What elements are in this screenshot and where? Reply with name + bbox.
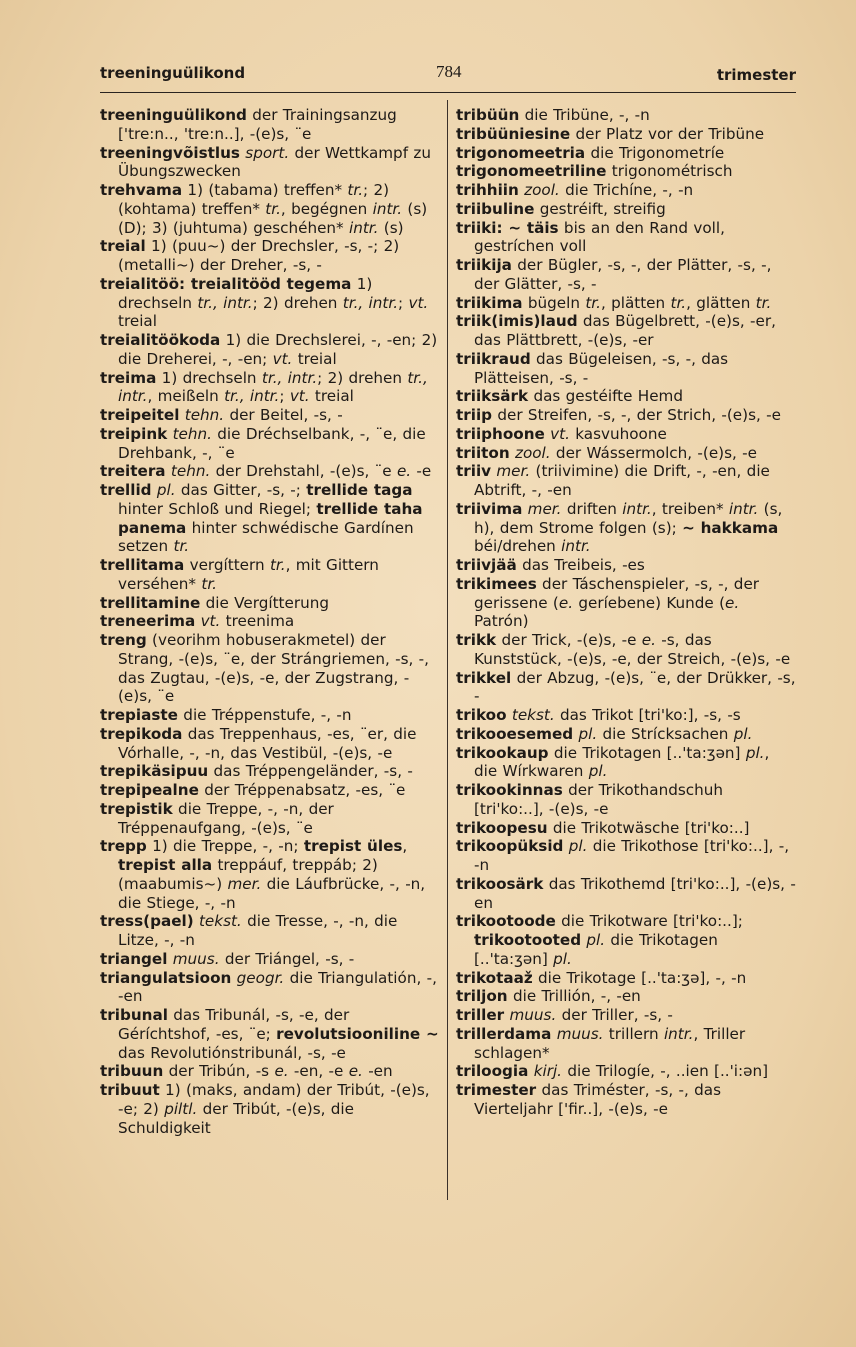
dictionary-entry [456,781,796,819]
headword: tribuut [100,1081,160,1099]
label-abbrev: intr. [622,499,652,518]
dictionary-entry [100,631,440,706]
entry-text: der Triller, -s, - [556,1006,673,1024]
entry-text: das Revolutiónstribunál, -s, -e [118,1043,346,1062]
label-abbrev: tr. [265,199,281,218]
entry-text: der Tribút, -(e)s, die Schuldigkeit [118,1099,354,1137]
label-abbrev: tr. [269,556,286,574]
label-abbrev: tr., intr. [261,368,318,387]
label-abbrev: intr. [561,537,591,556]
dictionary-entry [100,725,440,763]
entry-text: Patrón) [474,612,529,631]
headword: trikooesemed [456,724,574,743]
label-abbrev: tehn. [184,406,225,424]
entry-text: der Wettkampf zu Übungszwecken [118,143,431,181]
entry-text: (triivimine) die Drift, -, -en, die Abtrift, -, -en [474,462,770,499]
headword: trikimees [456,574,537,593]
entry-text: die Trichíne, -, -n [559,181,694,199]
entry-text: der Táschenspieler, -s, -, der gerissene ( [474,574,760,612]
entry-text: der Trikothandschuh [tri'ko:..], -(e)s, -e [474,781,723,818]
dictionary-entry [100,425,440,463]
label-abbrev: intr. [728,499,759,518]
headword: triiphoone [456,424,545,443]
label-abbrev: vt. [200,612,221,631]
dictionary-entry [456,875,796,913]
entry-text: die Láufbrücke, -, -n, die Stiege, -, -n [118,874,426,912]
headword: treipink [100,424,168,443]
headword: trikotaaž [456,968,533,987]
dictionary-entry [456,669,796,707]
entry-text: das Tribunál, -s, -e, der Géríchtshof, -es, ¨e; [118,1006,350,1043]
entry-text: die Trikotagen [..'ta:ʒən] [548,743,746,762]
entry-text: kasvuhoone [569,424,667,443]
dictionary-entry [100,612,440,631]
headword: treima [100,368,157,387]
label-abbrev: e. [274,1062,289,1081]
headword: treipeitel [100,406,180,424]
label-abbrev: muus. [556,1024,604,1043]
dictionary-entry [456,425,796,444]
dictionary-entry [456,181,796,200]
headword: trellide taga [306,481,413,499]
headword: trepipealne [100,781,199,799]
dictionary-entry [456,744,796,782]
dictionary-entry [456,125,796,144]
entry-text: 1) drechseln [118,274,373,312]
label-abbrev: muus. [509,1006,557,1024]
label-abbrev: pl. [156,481,176,499]
dictionary-entry [456,631,796,669]
headword: trillerdama [456,1024,552,1043]
label-abbrev: mer. [496,462,531,481]
dictionary-entry [100,406,440,425]
dictionary-entry [456,312,796,350]
entry-text: ; 2) drehen [317,368,408,387]
label-abbrev: pl. [733,724,753,743]
headword: triikima [456,293,523,312]
entry-text: 1) (maks, andam) der Tribút, -(e)s, -e; 2) [118,1081,430,1118]
dictionary-entry [456,219,796,257]
entry-text: die Trikothose [tri'ko:..], -, -n [474,837,790,874]
headword: triiv [456,462,492,481]
label-abbrev: tr. [347,181,364,199]
entry-text: der Trainingsanzug ['tre:n.., 'tre:n..], -(e)s, ¨e [118,106,397,143]
entry-text: die Tresse, -, -n, die Litze, -, -n [118,912,398,949]
dictionary-entry [456,144,796,163]
entry-text: das Triméster, -s, -, das Vierteljahr ['fir..], -(e)s, -e [474,1081,722,1118]
label-abbrev: kirj. [533,1062,562,1081]
headword: trikoo [456,706,507,724]
entry-text: geríebene) Kunde ( [573,593,726,612]
dictionary-entry [100,762,440,781]
dictionary-entry [456,725,796,744]
dictionary-entry [456,1025,796,1063]
dictionary-entry [100,556,440,594]
dictionary-entry [100,481,440,556]
entry-text: treial [118,312,157,331]
headword: tribuun [100,1062,164,1081]
headword: trepikoda [100,724,183,743]
entry-text: , [402,837,408,856]
left-guide-word: treeninguülikond [100,64,246,82]
entry-text: 1) die Treppe, -, -n; [146,837,304,856]
dictionary-entry [456,500,796,556]
entry-text: (s) (D); 3) (juhtuma) geschéhen* [118,199,428,237]
entry-text: die Trillión, -, -en [507,987,641,1006]
headword: trehvama [100,181,183,199]
entry-text: , plätten [600,293,671,312]
entry-text: die Trikotware [tri'ko:..]; [555,912,743,931]
label-abbrev: tehn. [172,424,212,443]
dictionary-entry [456,162,796,181]
dictionary-entry [100,462,440,481]
label-abbrev: pl. [586,931,606,949]
label-abbrev: e. [558,593,574,612]
dictionary-entry [100,181,440,237]
headword: triikija [456,256,512,274]
label-abbrev: e. [348,1062,363,1081]
entry-text: 1) (puu~) der Drechsler, -s, -; 2) (metalli~) der Dreher, -s, - [118,237,400,274]
dictionary-entry [456,987,796,1006]
entry-text: die Trilogíe, -, ..ien [..'i:ən] [562,1062,769,1081]
headword: trikoosärk [456,874,544,893]
dictionary-entry [100,275,440,331]
entry-text: , treiben* [651,499,729,518]
headword: treneerima [100,612,196,631]
headword: trellitama [100,556,185,574]
dictionary-entry [456,406,796,425]
dictionary-entry [100,800,440,838]
headword: treial [100,237,146,256]
entry-text: der Bügler, -s, -, der Plätter, -s, -, der Glätter, -s, - [474,256,772,293]
dictionary-entry [456,200,796,219]
entry-text: 1) die Drechslerei, -, -en; 2) die Dreherei, -, -en; [118,331,438,368]
dictionary-entry [456,706,796,725]
dictionary-entry [456,444,796,463]
entry-text: , die Wírkwaren [474,743,770,781]
label-abbrev: intr. [663,1024,694,1043]
dictionary-entry [100,706,440,725]
dictionary-entry [100,950,440,969]
headword: triibuline [456,199,535,218]
entry-text: der Platz vor der Tribüne [570,124,765,143]
label-abbrev: vt. [289,387,310,406]
headword: tribüüniesine [456,124,571,143]
headword: trepist üles [303,837,403,856]
label-abbrev: intr. [372,199,403,218]
dictionary-entry [456,556,796,575]
headword: trigonomeetriline [456,162,607,181]
dictionary-entry [100,781,440,800]
headword: trikookaup [456,743,549,762]
headword: ~ hakkama [682,518,779,537]
entry-text: der Tréppenabsatz, -es, ¨e [198,781,406,799]
headword: treitera [100,462,166,481]
entry-text: der Streifen, -s, -, der Strich, -(e)s, -e [492,406,781,424]
dictionary-entry [456,1006,796,1025]
entry-text: das Gitter, -s, -; [175,481,307,499]
dictionary-entry [456,387,796,406]
headword: trepistik [100,799,173,818]
entry-text: ; [398,293,409,312]
dictionary-entry [100,106,440,144]
entry-text: der Wássermolch, -(e)s, -e [550,443,757,462]
headword: trimester [456,1081,537,1099]
headword: trellid [100,481,152,499]
dictionary-entry [100,1062,440,1081]
entry-text: der Tribún, -s [163,1062,275,1081]
label-abbrev: zool. [524,181,560,199]
entry-text: die Dréchselbank, -, ¨e, die Drehbank, -, ¨e [118,424,426,462]
entry-text: ; [279,387,290,406]
headword: trikootoode [456,912,556,931]
label-abbrev: tehn. [170,462,211,481]
headword: treng [100,631,147,649]
page-number: 784 [436,62,462,81]
headword: tress(pael) [100,912,194,931]
label-abbrev: pl. [578,724,598,743]
label-abbrev: muus. [172,949,220,968]
headword: trikootooted [474,931,582,949]
label-abbrev: intr. [348,218,379,237]
label-abbrev: e. [641,631,656,649]
headword: triangel [100,949,168,968]
entry-text: 1) drechseln [156,368,262,387]
entry-text: der Beitel, -s, - [224,406,343,424]
headword: triikraud [456,349,531,368]
entry-text: ; 2) drehen [252,293,343,312]
label-abbrev: vt. [272,349,293,368]
entry-text: der Abzug, -(e)s, ¨e, der Drükker, -s, - [474,668,796,706]
label-abbrev: vt. [408,293,429,312]
label-abbrev: tekst. [198,912,242,931]
entry-text: das Trikot [tri'ko:], -s, -s [554,706,741,724]
entry-text: (veorihm hobuserakmetel) der Strang, -(e)s, ¨e, der Strángriemen, -s, -, das Zugtau, -(e)s, -e, der Zugstrang, -(e)s, ¨e [118,631,429,706]
headword: revolutsiooniline ~ [276,1024,439,1043]
entry-text: 1) (tabama) treffen* [182,181,348,199]
headword: triip [456,406,493,424]
headword: triloogia [456,1062,529,1081]
label-abbrev: tr. [201,574,217,593]
headword: trepiaste [100,706,178,724]
dictionary-entry [456,294,796,313]
entry-text: der Drehstahl, -(e)s, ¨e [210,462,397,481]
right-guide-word: trimester [716,66,796,84]
entry-text: treial [292,349,337,368]
entry-text: treppáuf, treppáb; 2) (maabumis~) [118,856,378,893]
entry-text: die Strícksachen [597,724,734,743]
headword: triangulatsioon [100,968,232,987]
headword: triiksärk [456,387,529,406]
entry-text: treial [309,387,354,406]
label-abbrev: tr., intr. [197,293,253,312]
headword: trikookinnas [456,781,563,799]
entry-text: vergíttern [184,556,270,574]
label-abbrev: tr. [670,293,687,312]
label-abbrev: sport. [245,143,290,162]
headword: trepist alla [118,856,213,874]
entry-text: , Triller schlagen* [474,1024,746,1062]
headword: treeninguülikond [100,106,247,124]
entry-text: , begégnen [280,199,373,218]
entry-text: ; 2) (kohtama) treffen* [118,181,390,218]
right-column [456,106,796,1119]
dictionary-entry [100,369,440,407]
entry-text: der Triángel, -s, - [219,949,355,968]
headword: trikkel [456,668,512,687]
headword: triiki: ~ täis [456,218,559,237]
entry-text: -e [411,462,432,481]
entry-text: das Treppenhaus, -es, ¨er, die Vórhalle, -, -n, das Vestibül, -(e)s, -e [118,724,417,762]
dictionary-entry [100,1006,440,1062]
label-abbrev: pl. [568,837,588,856]
label-abbrev: zool. [515,443,551,462]
headword: triller [456,1006,505,1024]
dictionary-entry [456,1081,796,1119]
label-abbrev: tr., intr. [342,293,399,312]
label-abbrev: pl. [745,743,765,762]
dictionary-entry [100,837,440,912]
entry-text: trillern [603,1024,664,1043]
label-abbrev: e. [396,462,412,481]
page-header [100,62,796,88]
headword: trellide taha panema [118,499,423,537]
label-abbrev: geogr. [236,968,285,987]
headword: trepikäsipuu [100,762,209,781]
headword: tribüün [456,106,520,124]
entry-text: (s) [378,218,404,237]
entry-text: driften [561,499,623,518]
entry-text: die Trikotwäsche [tri'ko:..] [547,818,750,837]
column-divider [447,100,448,1200]
headword: treialitöökoda [100,331,221,349]
entry-text: -en, -e [288,1062,349,1081]
entry-text: trigonométrisch [606,162,733,181]
entry-text: die Triangulatión, -, -en [118,968,437,1006]
label-abbrev: tr. [173,537,190,556]
label-abbrev: tr., intr. [224,387,280,406]
entry-text: , glätten [686,293,756,312]
dictionary-entry [456,462,796,500]
entry-text: das gestéifte Hemd [528,387,683,406]
entry-text: , meißeln [147,387,225,406]
label-abbrev: vt. [550,424,570,443]
dictionary-entry [100,237,440,275]
left-column [100,106,440,1137]
headword: trikk [456,631,497,649]
dictionary-entry [100,912,440,950]
dictionary-entry [456,912,796,968]
entry-text: -s, das Kunststück, -(e)s, -e, der Streich, -(e)s, -e [474,631,791,668]
headword: trihhiin [456,181,519,199]
entry-text: das Trikothemd [tri'ko:..], -(e)s, -en [474,874,796,912]
entry-text: die Tréppenstufe, -, -n [177,706,352,724]
headword: trepp [100,837,147,856]
entry-text: hinter Schloß und Riegel; [118,499,317,518]
headword: triljon [456,987,508,1006]
entry-text: die Trikotagen [..'ta:ʒən] [474,931,718,968]
headword: trigonomeetria [456,143,586,162]
entry-text: , mit Gittern verséhen* [118,556,379,593]
headword: trikoopüksid [456,837,564,856]
dictionary-entry [456,575,796,631]
entry-text: bis an den Rand voll, gestríchen voll [474,218,725,256]
headword: trellitamine [100,593,201,612]
headword: triivima [456,499,523,518]
label-abbrev: pl. [553,949,572,968]
label-abbrev: mer. [527,499,562,518]
label-abbrev: piltl. [164,1099,198,1118]
entry-text: -en [362,1062,393,1081]
entry-text: das Bügeleisen, -s, -, das Plätteisen, -s, - [474,349,729,387]
dictionary-entry [456,969,796,988]
header-rule [100,92,796,93]
label-abbrev: tr. [585,293,601,312]
label-abbrev: tr., intr. [118,368,428,406]
dictionary-entry [100,969,440,1007]
dictionary-entry [456,837,796,875]
headword: treeningvõistlus [100,143,240,162]
entry-text: (s, h), dem Strome folgen (s); [474,499,783,537]
dictionary-entry [456,819,796,838]
dictionary-entry [456,256,796,294]
entry-text: treenima [220,612,295,631]
label-abbrev: pl. [588,762,608,781]
headword: treialitöö: treialitööd tegema [100,274,352,293]
entry-text: die Trigonometríe [585,143,725,162]
headword: trikoopesu [456,818,548,837]
label-abbrev: tr. [755,293,772,312]
label-abbrev: tekst. [511,706,555,724]
entry-text: die Vergítterung [200,593,329,612]
entry-text: das Treibeis, -es [516,556,645,574]
headword: triiton [456,443,510,462]
entry-text: die Tribüne, -, -n [519,106,650,124]
dictionary-entry [456,350,796,388]
dictionary-entry [456,106,796,125]
headword: triik(imis)laud [456,312,578,331]
headword: triivjää [456,556,517,574]
dictionary-entry [100,594,440,613]
dictionary-entry [100,1081,440,1137]
label-abbrev: e. [725,593,740,612]
entry-text: bügeln [522,293,586,312]
entry-text: das Bügelbrett, -(e)s, -er, das Plättbrett, -(e)s, -er [474,312,776,349]
headword: tribunal [100,1006,168,1024]
label-abbrev: mer. [227,874,262,893]
entry-text: gestréift, streifig [534,199,666,218]
entry-text: hinter schwédische Gardínen setzen [118,518,414,556]
entry-text: die Treppe, -, -n, der Tréppenaufgang, -(e)s, ¨e [118,799,334,837]
dictionary-entry [456,1062,796,1081]
dictionary-entry [100,144,440,182]
entry-text: der Trick, -(e)s, -e [496,631,642,649]
dictionary-entry [100,331,440,369]
entry-text: béi/drehen [474,537,562,556]
entry-text: das Tréppengeländer, -s, - [208,762,413,781]
entry-text: die Trikotage [..'ta:ʒə], -, -n [532,968,747,987]
